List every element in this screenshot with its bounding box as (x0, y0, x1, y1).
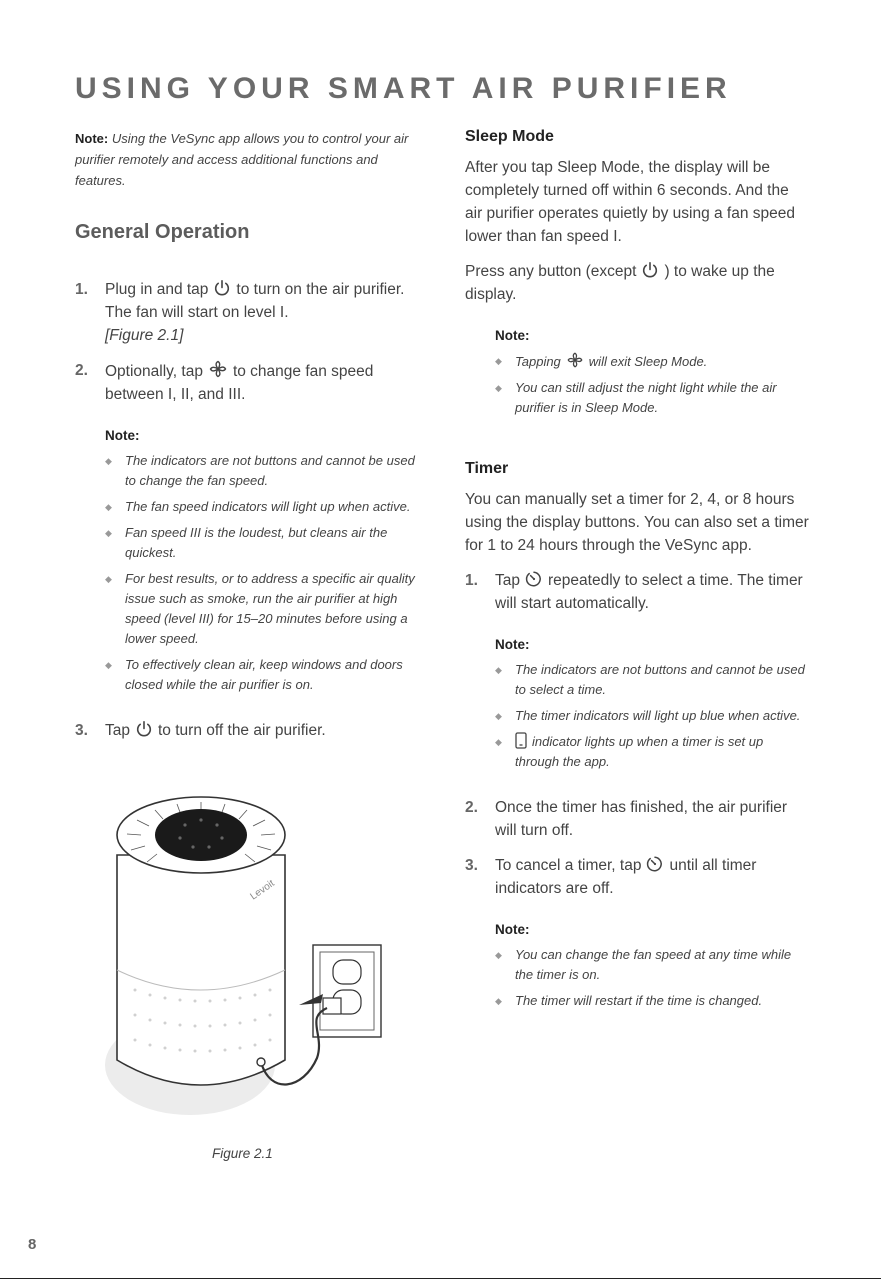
intro-note-text: Using the VeSync app allows you to control your air purifier remotely and access additional functions and features. (75, 131, 409, 188)
sleep-mode-note (495, 328, 810, 418)
fan-icon (566, 351, 584, 369)
step-text (495, 569, 810, 615)
air-purifier-illustration (95, 790, 425, 1130)
step-number: 3. (75, 722, 88, 739)
note-bullet (105, 655, 420, 695)
step-text (495, 854, 810, 900)
timer-icon (646, 855, 664, 873)
bullet-dot-icon: ◆ (105, 528, 112, 538)
bullet-dot-icon: ◆ (495, 737, 502, 747)
note-bullet-text: You can change the fan speed at any time while the timer is on. (515, 947, 792, 982)
step-text-pre: To cancel a timer, tap (495, 857, 642, 874)
step-text (105, 359, 420, 406)
bullet-dot-icon: ◆ (495, 950, 502, 960)
step-text-post: to turn on the air purifier. The fan will start on level I. (105, 281, 405, 321)
sleep-mode-heading: Sleep Mode (465, 128, 554, 145)
intro-note-label: Note: (75, 131, 109, 146)
power-icon (135, 720, 153, 738)
timer-icon (525, 570, 543, 588)
step-text-pre: Optionally, tap (105, 363, 203, 380)
note-bullet (495, 660, 810, 700)
note-bullet (105, 451, 420, 491)
figure-caption: Figure 2.1 (212, 1146, 273, 1161)
wake-text-post: ) to wake up the display. (465, 263, 775, 303)
general-operation-note (105, 428, 420, 695)
note-bullet-text: For best results, or to address a specific air quality issue such as smoke, run the air purifier at high speed (level III) for 15–20 minutes before using a lower speed. (125, 571, 415, 646)
fan-icon (208, 359, 228, 379)
timer-paragraph: You can manually set a timer for 2, 4, or 8 hours using the display buttons. You can also set a timer for 1 to 24 hours through the VeSync app. (465, 491, 809, 554)
figure-reference: [Figure 2.1] (105, 327, 184, 344)
note-bullet-text: Fan speed III is the loudest, but cleans air the quickest. (125, 525, 388, 560)
timer-heading: Timer (465, 460, 509, 477)
step-text-post: to turn off the air purifier. (158, 722, 326, 739)
step-1 (75, 278, 420, 347)
step-number: 2. (75, 362, 88, 379)
step-number: 3. (465, 857, 478, 874)
brand-logo: Levoit (248, 878, 277, 903)
note-bullet (495, 706, 810, 726)
step-text-post: repeatedly to select a time. The timer will start automatically. (495, 572, 803, 612)
intro-note (75, 128, 420, 191)
bottom-rule (0, 1278, 881, 1279)
note-bullet-text: The fan speed indicators will light up when active. (125, 499, 411, 514)
note-bullet-text: To effectively clean air, keep windows and doors closed while the air purifier is on. (125, 657, 403, 692)
bullet-dot-icon: ◆ (105, 456, 112, 466)
right-column (465, 128, 810, 1035)
bullet-text-pre: Tapping (515, 354, 561, 369)
timer-step-2 (465, 796, 810, 842)
timer-note-2 (495, 922, 810, 1011)
left-column (75, 128, 420, 754)
wake-text-pre: Press any button (except (465, 263, 637, 280)
note-bullet-text: The indicators are not buttons and cannot be used to change the fan speed. (125, 453, 415, 488)
note-bullet-text: You can still adjust the night light while the air purifier is in Sleep Mode. (515, 380, 777, 415)
note-bullet (495, 351, 810, 372)
note-bullet (105, 497, 420, 517)
timer-note-1 (495, 637, 810, 772)
sleep-mode-wake-paragraph (465, 260, 810, 306)
note-bullet (495, 991, 810, 1011)
step-number: 1. (75, 281, 88, 298)
step-text (105, 278, 420, 347)
step-2 (75, 359, 420, 406)
note-title: Note: (495, 637, 530, 652)
power-icon (641, 261, 659, 279)
bullet-dot-icon: ◆ (105, 502, 112, 512)
note-bullet-text: The timer will restart if the time is changed. (515, 993, 763, 1008)
page-number: 8 (28, 1236, 37, 1253)
phone-icon (515, 732, 527, 749)
note-bullet (105, 569, 420, 649)
note-bullet (495, 378, 810, 418)
note-title: Note: (495, 328, 530, 343)
note-title: Note: (495, 922, 530, 937)
step-text-pre: Tap (495, 572, 520, 589)
note-title: Note: (105, 428, 140, 443)
sleep-mode-paragraph: After you tap Sleep Mode, the display will be completely turned off within 6 seconds. And the air purifier operates quietly by using a fan speed lower than fan speed I. (465, 159, 796, 245)
bullet-text-post: indicator lights up when a timer is set up through the app. (515, 734, 764, 769)
note-bullet (105, 523, 420, 563)
power-icon (213, 279, 231, 297)
bullet-dot-icon: ◆ (495, 383, 502, 393)
bullet-dot-icon: ◆ (105, 660, 112, 670)
step-text-pre: Tap (105, 722, 130, 739)
page-title: USING YOUR SMART AIR PURIFIER (75, 72, 732, 105)
step-text-pre: Plug in and tap (105, 281, 209, 298)
step-number: 1. (465, 572, 478, 589)
step-text: Once the timer has finished, the air purifier will turn off. (495, 799, 788, 839)
note-bullet-text (515, 732, 810, 772)
step-text (105, 719, 420, 742)
note-bullet (495, 945, 810, 985)
timer-step-3 (465, 854, 810, 900)
note-bullet (495, 732, 810, 772)
note-bullet-text: The indicators are not buttons and cannot be used to select a time. (515, 662, 805, 697)
general-operation-heading: General Operation (75, 221, 250, 243)
bullet-text-post: will exit Sleep Mode. (588, 354, 708, 369)
step-text-post: until all timer indicators are off. (495, 857, 757, 897)
bullet-dot-icon: ◆ (495, 356, 502, 366)
note-bullet-text (515, 351, 810, 372)
timer-step-1 (465, 569, 810, 615)
step-3 (75, 719, 420, 742)
step-number: 2. (465, 799, 478, 816)
bullet-dot-icon: ◆ (495, 665, 502, 675)
step-text-post: to change fan speed between I, II, and III. (105, 363, 374, 403)
bullet-dot-icon: ◆ (495, 996, 502, 1006)
bullet-dot-icon: ◆ (105, 574, 112, 584)
bullet-dot-icon: ◆ (495, 711, 502, 721)
note-bullet-text: The timer indicators will light up blue when active. (515, 708, 801, 723)
